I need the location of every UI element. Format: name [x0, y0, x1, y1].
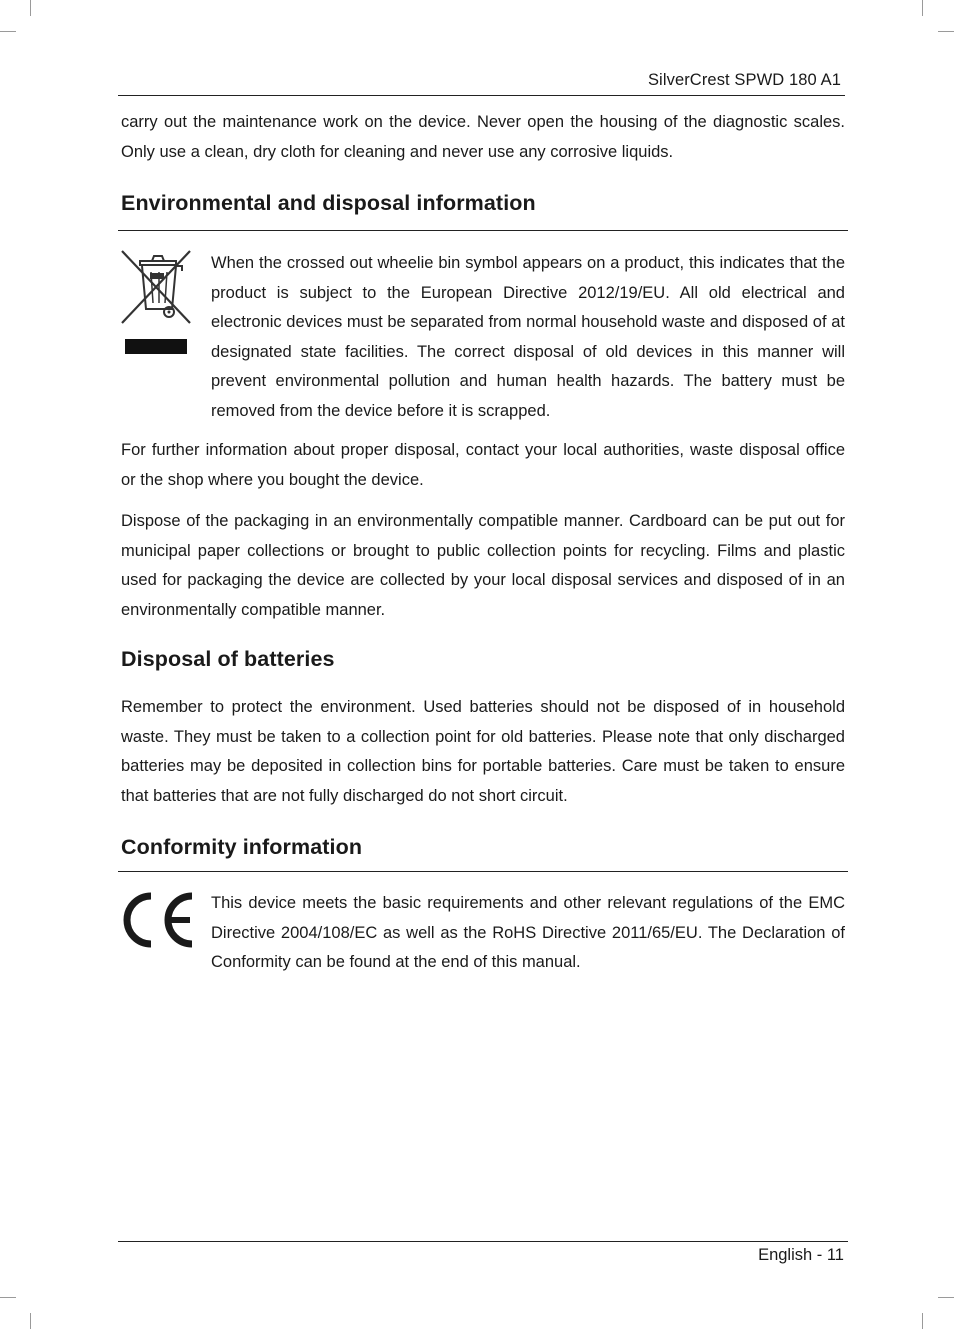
crop-mark-bottom-left-vertical — [30, 1313, 31, 1329]
page-header-title: SilverCrest SPWD 180 A1 — [647, 71, 841, 89]
crossed-out-wheelie-bin-icon — [118, 247, 196, 357]
footer-rule — [118, 1241, 848, 1242]
conformity-paragraph: This device meets the basic requirements and other relevant regulations of the EMC Directive 2004/108/EC as well as the RoHS Directive 2011/65/EU. The Declaration of Conformity can be found at the end of this manual. — [211, 894, 845, 971]
section-rule-environmental — [118, 230, 848, 231]
packaging-paragraph: Dispose of the packaging in an environmentally compatible manner. Cardboard can be put out for municipal paper collections or brought to public collection points for recycling. Films and plastic used for packaging the device are collected by your local disposal services and disposed of in an environmentally compatible manner. — [121, 512, 845, 619]
crop-mark-bottom-right-horizontal — [938, 1297, 954, 1298]
weee-paragraph: When the crossed out wheelie bin symbol appears on a product, this indicates that the product is subject to the European Directive 2012/19/EU. All old electrical and electronic devices must be separated from normal household waste and disposed of at designated state facilities. The correct disposal of old devices in this manner will prevent environmental pollution and human health hazards. The battery must be removed from the device before it is scrapped. — [211, 254, 845, 420]
crop-mark-top-left-horizontal — [0, 31, 16, 32]
further-info-paragraph: For further information about proper disposal, contact your local authorities, waste disposal office or the shop where you bought the device. — [121, 441, 845, 489]
section-heading-environmental: Environmental and disposal information — [121, 191, 536, 215]
crop-mark-bottom-right-vertical — [922, 1313, 923, 1329]
crop-mark-top-left-vertical — [30, 0, 31, 16]
header-rule — [118, 95, 845, 96]
crop-mark-bottom-left-horizontal — [0, 1297, 16, 1298]
section-heading-batteries: Disposal of batteries — [121, 647, 335, 671]
page-footer-label: English - 11 — [758, 1246, 844, 1264]
ce-mark-icon — [118, 888, 198, 948]
section-heading-conformity: Conformity information — [121, 835, 363, 859]
section-rule-conformity — [118, 871, 848, 872]
crop-mark-top-right-horizontal — [938, 31, 954, 32]
intro-paragraph: carry out the maintenance work on the device. Never open the housing of the diagnostic scales. Only use a clean, dry cloth for cleaning and never use any corrosive liquids. — [121, 113, 845, 161]
crop-mark-top-right-vertical — [922, 0, 923, 16]
batteries-paragraph: Remember to protect the environment. Used batteries should not be disposed of in household waste. They must be taken to a collection point for old batteries. Please note that only discharged batteries may be deposited in collection bins for portable batteries. Care must be taken to ensure that batteries that are not fully discharged do not short circuit. — [121, 698, 845, 805]
